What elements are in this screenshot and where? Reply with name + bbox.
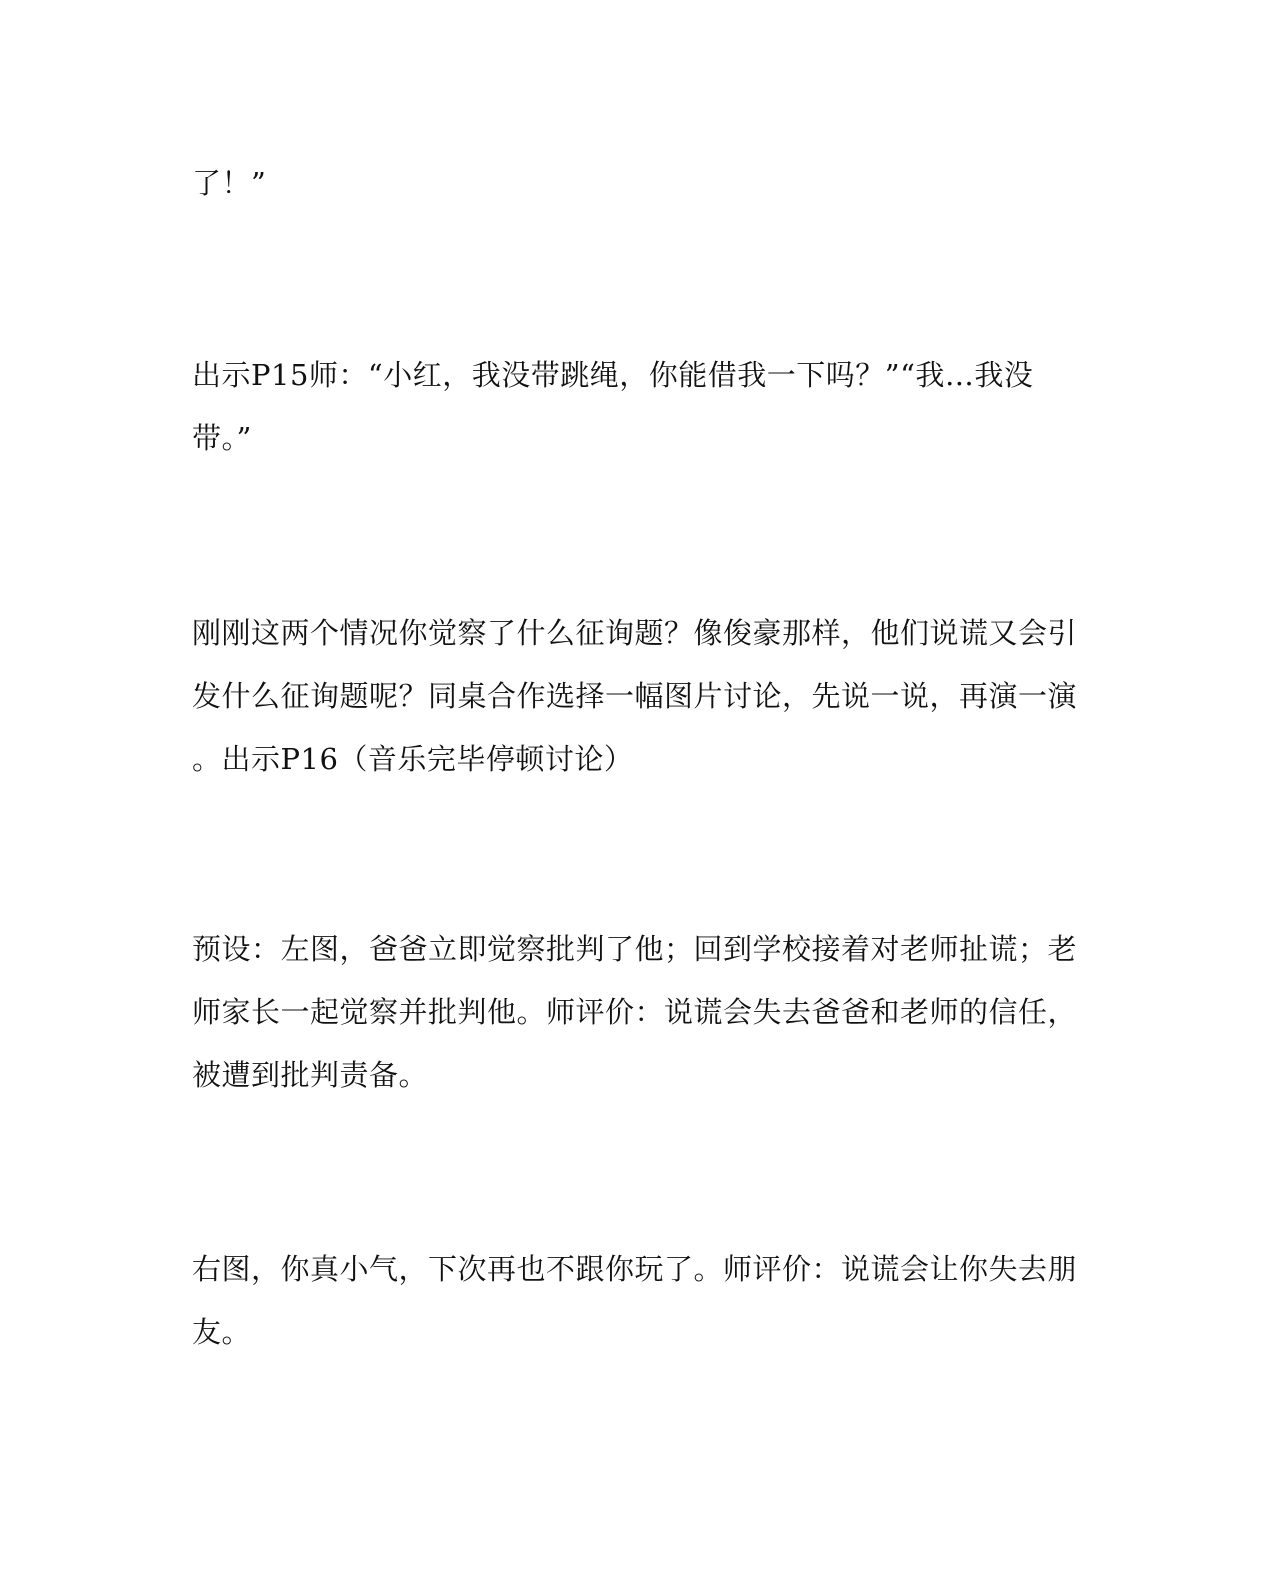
text-line: 了！” [192, 166, 267, 200]
text-line: 。出示P16（音乐完毕停顿讨论） [192, 742, 634, 776]
text-line: 带。” [192, 421, 252, 455]
text-line: 刚刚这两个情况你觉察了什么征询题？像俊豪那样，他们说谎又会引 [192, 616, 1078, 650]
text-line: 发什么征询题呢？同桌合作选择一幅图片讨论，先说一说，再演一演 [192, 679, 1078, 713]
paragraph-quote-ending [192, 152, 1062, 215]
paragraph-left-image-preset [192, 918, 1078, 1107]
text-line: 被遭到批判责备。 [192, 1058, 429, 1092]
text-line: 友。 [192, 1315, 252, 1349]
text-line: 右图，你真小气，下次再也不跟你玩了。师评价：说谎会让你失去朋 [192, 1252, 1078, 1286]
paragraph-right-image [192, 1238, 1078, 1364]
paragraph-discussion-prompt [192, 602, 1078, 791]
paragraph-show-p15 [192, 344, 1062, 470]
text-line: 出示P15师：“小红，我没带跳绳，你能借我一下吗？”“我…我没 [192, 358, 1034, 392]
text-line: 预设：左图，爸爸立即觉察批判了他；回到学校接着对老师扯谎；老 [192, 932, 1078, 966]
text-line: 师家长一起觉察并批判他。师评价：说谎会失去爸爸和老师的信任， [192, 995, 1078, 1029]
